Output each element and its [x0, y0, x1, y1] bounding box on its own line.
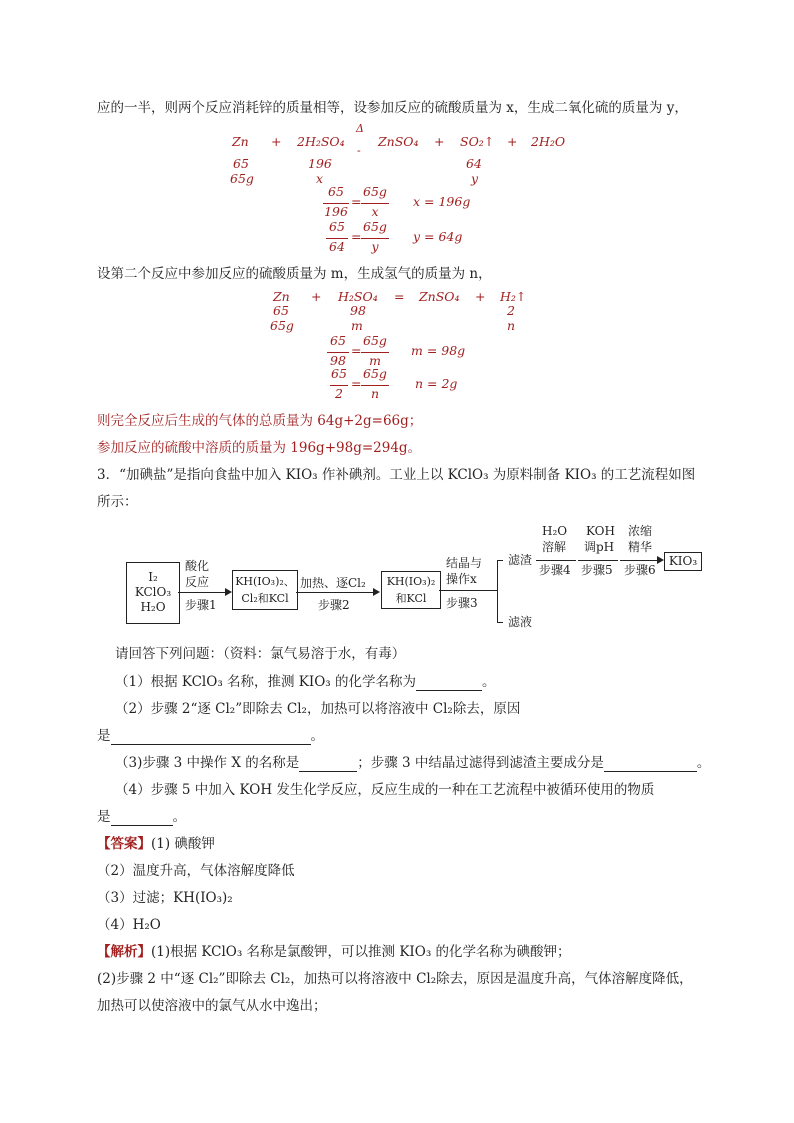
answer-blank-2[interactable]: [111, 730, 311, 745]
eq2-h2-mr: 2: [507, 303, 515, 318]
subquestion-2-text: 是: [97, 728, 111, 744]
subquestion-3: [115, 754, 710, 772]
step3-label-top-2: 操作x: [446, 572, 477, 586]
step1-arrow: [178, 592, 226, 593]
eq2-plus: +: [311, 289, 322, 304]
eq2-zn-mr: 65: [273, 303, 289, 318]
flow-box3-line2: 和KCl: [395, 592, 427, 605]
step1-label: 步骤1: [185, 598, 217, 612]
eq1-prop2-right-den: y: [371, 239, 379, 254]
analysis-section: [97, 943, 571, 961]
flow-filtrate: 滤液: [508, 615, 533, 629]
flow-box-3: [381, 571, 441, 609]
subquestion-4-end: 。: [172, 809, 186, 825]
branch-bottom: [497, 622, 503, 623]
step3-line: [439, 590, 497, 591]
arrow-head-icon: [373, 588, 380, 596]
subquestion-4-line2: [97, 808, 186, 826]
subquestion-3-text-a: （3)步骤 3 中操作 X 的名称是: [115, 755, 300, 771]
subquestion-1-end: 。: [482, 674, 496, 690]
step2-label: 步骤2: [318, 598, 350, 612]
conclusion-gas-total: 则完全反应后生成的气体的总质量为 64g+2g=66g；: [97, 413, 423, 429]
step4-label: 步骤4: [539, 563, 571, 577]
step3-label: 步骤3: [446, 596, 478, 610]
branch-top: [497, 560, 503, 561]
answer-1: (1) 碘酸钾: [151, 836, 215, 852]
eq1-prop1-left-num: 65: [328, 184, 344, 199]
eq1-so2-mr: 64: [466, 156, 482, 171]
answer-blank-1[interactable]: [416, 676, 482, 691]
flow-end-box: [664, 552, 702, 571]
split-line: [497, 560, 498, 622]
eq2-zn-mass: 65g: [270, 318, 294, 333]
eq2-plus: +: [475, 289, 486, 304]
eq1-zn: Zn: [232, 134, 249, 149]
eq2-prop1-result: m = 98g: [411, 343, 466, 358]
subquestion-2-line1: （2）步骤 2“逐 Cl₂”即除去 Cl₂，加热可以将溶液中 Cl₂除去，原因: [115, 701, 521, 717]
eq2-h2: H₂↑: [500, 289, 527, 304]
eq1-prop1-right-num: 65g: [363, 184, 387, 199]
eq1-h2o: 2H₂O: [531, 134, 566, 149]
eq1-prop2-left-den: 64: [329, 239, 345, 254]
eq2-prop1-left-num: 65: [330, 333, 346, 348]
eq1-h2so4: 2H₂SO₄: [297, 134, 345, 149]
answer-blank-4[interactable]: [111, 811, 173, 826]
analysis-line-1: (1)根据 KClO₃ 名称是氯酸钾，可以推测 KIO₃ 的化学名称为碘酸钾；: [151, 944, 571, 960]
eq2-h2-var: n: [507, 318, 516, 333]
eq1-so2: SO₂↑: [460, 134, 495, 149]
eq1-prop2-left-num: 65: [329, 219, 345, 234]
eq1-h2so4-var: x: [316, 171, 324, 186]
question-3-line1: 3．“加碘盐”是指向食盐中加入 KIO₃ 作补碘剂。工业上以 KClO₃ 为原料制备 KIO₃ 的工艺流程如图: [97, 467, 696, 483]
answer-2: （2）温度升高，气体溶解度降低: [97, 863, 295, 879]
step4-label-top-1: H₂O: [542, 524, 568, 538]
subquestion-4-text: 是: [97, 809, 111, 825]
flow-box3-line1: KH(IO₃)₂: [386, 575, 436, 588]
flow-box2-line1: KH(IO₃)₂、: [235, 575, 295, 588]
eq1-znso4: ZnSO₄: [378, 134, 419, 149]
answer-blank-3a[interactable]: [299, 757, 357, 772]
step1-label-top-1: 酸化: [185, 559, 210, 573]
eq1-plus: +: [271, 134, 282, 149]
answer-3: （3）过滤；KH(IO₃)₂: [97, 890, 233, 906]
answer-section: [97, 835, 215, 853]
subquestion-4-line1: （4）步骤 5 中加入 KOH 发生化学反应，反应生成的一种在工艺流程中被循环使用的物质: [115, 782, 655, 798]
flow-start-kclo3: KClO₃: [134, 585, 172, 599]
eq1-h2so4-mr: 196: [308, 156, 332, 171]
eq2-h2so4-var: m: [351, 318, 363, 333]
step2-arrow: [296, 592, 374, 593]
flow-start-h2o: H₂O: [140, 600, 166, 614]
eq1-so2-var: y: [471, 171, 479, 186]
eq2-prop1-right-den: m: [369, 353, 381, 368]
analysis-tag: 【解析】: [97, 944, 151, 960]
step4-line: [536, 560, 576, 561]
eq2-znso4: ZnSO₄: [419, 289, 460, 304]
step6-label-top-1: 浓缩: [628, 524, 653, 538]
question-3-line2: 所示：: [97, 494, 138, 510]
flow-end-kio3: KIO₃: [668, 554, 698, 568]
eq1-prop2-eq: =: [351, 229, 362, 244]
eq2-equals: =: [394, 289, 405, 304]
eq2-prop2-right-num: 65g: [363, 366, 387, 381]
eq2-prop2-eq: =: [351, 376, 362, 391]
second-intro: 设第二个反应中参加反应的硫酸质量为 m，生成氢气的质量为 n，: [97, 266, 492, 282]
question-prompt: 请回答下列问题：（资料：氯气易溶于水，有毒）: [115, 646, 406, 662]
flow-box2-line2: Cl₂和KCl: [241, 592, 289, 605]
step3-label-top-1: 结晶与: [446, 556, 483, 570]
eq2-h2so4-mr: 98: [350, 303, 366, 318]
eq1-condition-top: Δ: [356, 122, 364, 135]
eq1-plus: +: [434, 134, 445, 149]
subquestion-2-line2: [97, 727, 324, 745]
flow-start-i2: I₂: [148, 570, 158, 584]
eq1-zn-mr: 65: [233, 156, 249, 171]
subquestion-2-end: 。: [310, 728, 324, 744]
eq1-prop1-right-den: x: [371, 204, 379, 219]
eq2-h2so4: H₂SO₄: [338, 289, 378, 304]
eq2-prop2-left-num: 65: [331, 366, 347, 381]
step1-label-top-2: 反应: [185, 575, 210, 589]
subquestion-3-text-b: ；步骤 3 中结晶过滤得到滤渣主要成分是: [357, 755, 604, 771]
step6-label: 步骤6: [624, 563, 656, 577]
step6-label-top-2: 精华: [628, 540, 653, 554]
conclusion-acid-mass: 参加反应的硫酸中溶质的质量为 196g+98g=294g。: [97, 440, 422, 456]
subquestion-1-text: （1）根据 KClO₃ 名称，推测 KIO₃ 的化学名称为: [115, 674, 417, 690]
eq1-zn-mass: 65g: [230, 171, 254, 186]
eq2-prop1-left-den: 98: [330, 353, 346, 368]
eq2-prop2-right-den: n: [370, 386, 380, 401]
eq1-prop1-left-den: 196: [324, 204, 348, 219]
eq1-plus: +: [507, 134, 518, 149]
flow-start-box: [126, 562, 180, 624]
eq2-prop1-right-num: 65g: [363, 333, 387, 348]
step4-label-top-2: 溶解: [542, 540, 567, 554]
step5-line: [578, 560, 618, 561]
arrow-head-icon: [225, 588, 232, 596]
step5-label-top-1: KOH: [586, 524, 615, 538]
answer-4: （4）H₂O: [97, 917, 161, 933]
eq1-prop2-result: y = 64g: [413, 229, 463, 244]
step5-label: 步骤5: [581, 563, 613, 577]
eq1-condition-bottom: -: [357, 144, 361, 157]
intro-line: 应的一半，则两个反应消耗锌的质量相等，设参加反应的硫酸质量为 x，生成二氧化硫的质量为 y，: [97, 100, 688, 116]
analysis-line-3: 加热可以使溶液中的氯气从水中逸出；: [97, 998, 327, 1014]
step5-label-top-2: 调pH: [584, 540, 615, 554]
arrow-head-icon: [657, 556, 664, 564]
eq2-prop2-left-den: 2: [335, 386, 343, 401]
eq2-zn: Zn: [273, 289, 290, 304]
subquestion-1: [115, 673, 496, 691]
answer-blank-3b[interactable]: [604, 757, 697, 772]
analysis-line-2: (2)步骤 2 中“逐 Cl₂”即除去 Cl₂，加热可以将溶液中 Cl₂除去，原因是温度升高，气体溶解度降低，: [97, 971, 693, 987]
answer-tag: 【答案】: [97, 836, 151, 852]
flow-residue: 滤渣: [508, 553, 533, 567]
flow-box-2: [232, 570, 298, 610]
eq2-prop2-result: n = 2g: [415, 376, 458, 391]
subquestion-3-end: 。: [696, 755, 711, 771]
step6-arrow: [620, 560, 658, 561]
step2-label-top: 加热、逐Cl₂: [300, 576, 366, 590]
eq2-prop1-eq: =: [351, 343, 362, 358]
eq1-prop1-eq: =: [351, 194, 362, 209]
eq1-prop1-result: x = 196g: [413, 194, 471, 209]
eq1-prop2-right-num: 65g: [363, 219, 387, 234]
